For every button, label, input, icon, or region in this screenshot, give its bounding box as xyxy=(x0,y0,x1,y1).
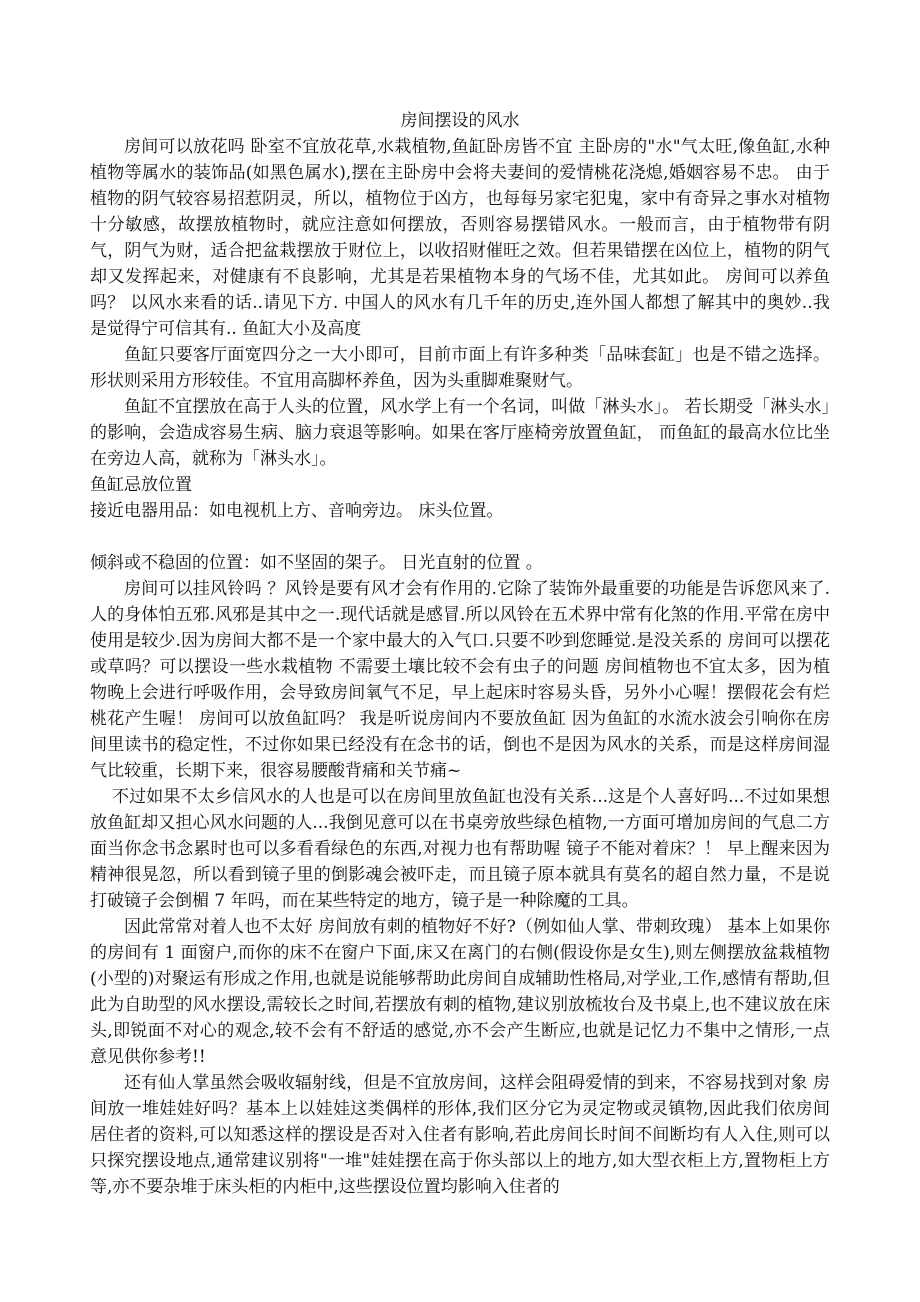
paragraph: 因此常常对着人也不太好 房间放有刺的植物好不好?（例如仙人掌、带刺玫瑰） 基本上如果你的房间有 1 面窗户,而你的床不在窗户下面,床又在离门的右侧(假设你是女生),则左侧摆放盆栽植物(小型的)对聚运有形成之作用,也就是说能够帮助此房间自成辅助性格局,对学业,工作,感情有帮助,但此为自助型的风水摆设,需较长之时间,若摆放有刺的植物,建议别放梳妆台及书桌上,也不建议放在床头,即锐面不对心的观念,较不会有不舒适的感觉,亦不会产生断应,也就是记忆力不集中之情形,一点意见供你参考!! xyxy=(90,917,830,1067)
paragraph: 房间可以挂风铃吗 ？风铃是要有风才会有作用的.它除了装饰外最重要的功能是告诉您风来了.人的身体怕五邪.风邪是其中之一.现代话就是感冒.所以风铃在五术界中常有化煞的作用.平常在房中使用是较少.因为房间大都不是一个家中最大的入气口.只要不吵到您睡觉.是没关系的 房间可以摆花或草吗？可以摆设一些水栽植物 不需要土壤比较不会有虫子的问题 房间植物也不宜太多，因为植物晚上会进行呼吸作用，会导致房间氧气不足，早上起床时容易头昏，另外小心喔！摆假花会有烂桃花产生喔！ 房间可以放鱼缸吗？ 我是听说房间内不要放鱼缸 因为鱼缸的水流水波会引响你在房间里读书的稳定性，不过你如果已经没有在念书的话，倒也不是因为风水的关系，而是这样房间湿气比较重，长期下来，很容易腰酸背痛和关节痛~ xyxy=(90,579,830,781)
paragraph: 鱼缸不宜摆放在高于人头的位置，风水学上有一个名词，叫做「淋头水」。 若长期受「淋头水」的影响，会造成容易生病、脑力衰退等影响。如果在客厅座椅旁放置鱼缸， 而鱼缸的最高水位比坐在旁边人高，就称为「淋头水」。 xyxy=(90,397,830,469)
paragraph: 鱼缸只要客厅面宽四分之一大小即可，目前市面上有许多种类「品味套缸」也是不错之选择。 形状则采用方形较佳。不宜用高脚杯养鱼，因为头重脚难聚财气。 xyxy=(90,345,830,391)
paragraph: 房间可以放花吗 卧室不宜放花草,水栽植物,鱼缸卧房皆不宜 主卧房的"水"气太旺,像鱼缸,水种植物等属水的装饰品(如黑色属水),摆在主卧房中会将夫妻间的爱情桃花浇熄,婚姻容易不忠。 由于植物的阴气较容易招惹阴灵，所以，植物位于凶方，也每每另家宅犯鬼，家中有奇异之事水对植物十分敏感，故摆放植物时，就应注意如何摆放，否则容易摆错风水。一般而言，由于植物带有阴气，阴气为财，适合把盆栽摆放于财位上，以收招财催旺之效。但若果错摆在凶位上，植物的阴气却又发挥起来，对健康有不良影响，尤其是若果植物本身的气场不佳，尤其如此。 房间可以养鱼吗？ 以风水来看的话..请见下方. 中国人的风水有几千年的历史,连外国人都想了解其中的奥妙..我是觉得宁可信其有.. 鱼缸大小及高度 xyxy=(90,137,830,339)
page-title: 房间摆设的风水 xyxy=(400,111,520,131)
section-heading: 鱼缸忌放位置 xyxy=(90,475,192,495)
paragraph: 还有仙人掌虽然会吸收辐射线，但是不宜放房间，这样会阻碍爱情的到来，不容易找到对象 房间放一堆娃娃好吗？基本上以娃娃这类偶样的形体,我们区分它为灵定物或灵镇物,因此我们依房间居住者的资料,可以知悉这样的摆设是否对入住者有影响,若此房间长时间不间断均有人入住,则可以只探究摆设地点,通常建议别将"一堆"娃娃摆在高于你头部以上的地方,如大型衣柜上方,置物柜上方等,亦不要杂堆于床头柜的内柜中,这些摆设位置均影响入住者的 xyxy=(90,1073,830,1197)
blank-line xyxy=(90,524,830,550)
paragraph: 不过如果不太乡信风水的人也是可以在房间里放鱼缸也没有关系...这是个人喜好吗...不过如果想放鱼缸却又担心风水问题的人...我倒见意可以在书桌旁放些绿色植物,一方面可增加房间的气息二方面当你念书念累时也可以多看看绿色的东西,对视力也有帮助喔 镜子不能对着床？！ 早上醒来因为精神很晃忽，所以看到镜子里的倒影魂会被吓走，而且镜子原本就具有莫名的超自然力量，不是说打破镜子会倒楣 7 年吗，而在某些特定的地方，镜子是一种除魔的工具。 xyxy=(90,787,830,911)
paragraph: 倾斜或不稳固的位置：如不坚固的架子。 日光直射的位置 。 xyxy=(90,553,543,573)
paragraph: 接近电器用品：如电视机上方、音响旁边。 床头位置。 xyxy=(90,501,504,521)
